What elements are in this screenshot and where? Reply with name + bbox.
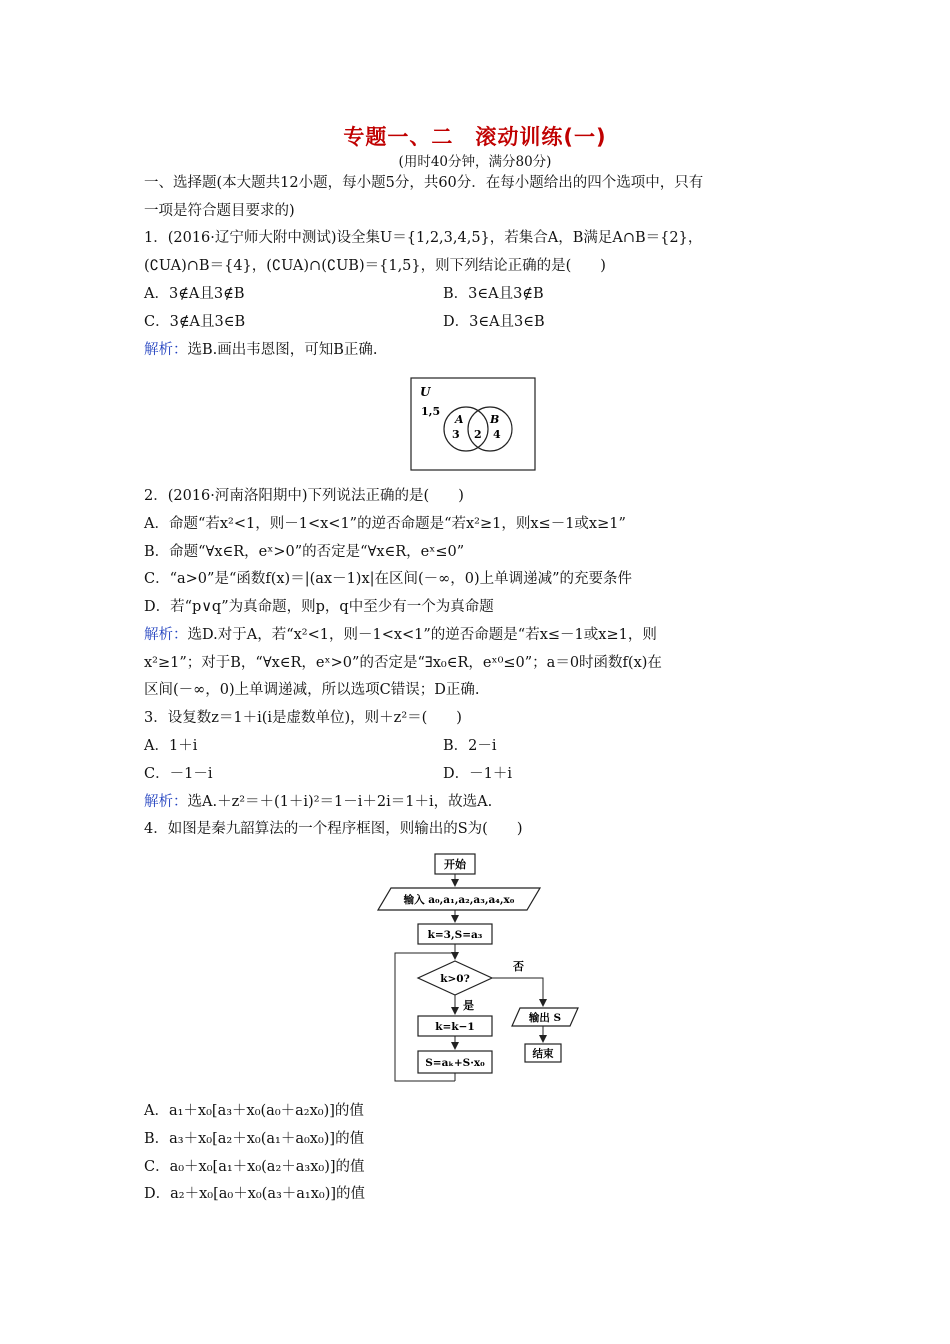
q4-stem: 4．如图是秦九韶算法的一个程序框图，则输出的S为( ) bbox=[144, 821, 523, 837]
q4-option-c: C．a₀＋x₀[a₁＋x₀(a₂＋a₃x₀)]的值 bbox=[144, 1159, 365, 1175]
q3-option-b: B．2－i bbox=[443, 738, 497, 754]
q2-stem: 2．(2016·河南洛阳期中)下列说法正确的是( ) bbox=[144, 488, 464, 504]
section-heading: 一、选择题(本大题共12小题，每小题5分，共60分．在每小题给出的四个选项中，只有 bbox=[144, 175, 704, 191]
q3-analysis bbox=[144, 792, 492, 812]
q1-option-d: D．3∈A且3∈B bbox=[443, 314, 545, 330]
q2-option-c: C．“a>0”是“函数f(x)＝|(ax－1)x|在区间(－∞，0)上单调递减”的充要条件 bbox=[144, 571, 633, 587]
flow-condition-label: k>0? bbox=[440, 973, 470, 985]
page-subtitle: (用时40分钟，满分80分) bbox=[398, 154, 552, 170]
flow-input-label: 输入 a₀,a₁,a₂,a₃,a₄,x₀ bbox=[403, 894, 515, 906]
flow-no-arrow bbox=[492, 978, 543, 1006]
q2-option-b: B．命题“∀x∈R，eˣ>0”的否定是“∀x∈R，eˣ≤0” bbox=[144, 544, 465, 560]
flow-yes-label: 是 bbox=[463, 999, 474, 1012]
q2-analysis-line2: x²≥1”；对于B，“∀x∈R，eˣ>0”的否定是“∃x₀∈R，eˣ⁰≤0”；a＝0时函数f(x)在 bbox=[144, 655, 662, 671]
analysis-label: 解析： bbox=[144, 794, 188, 810]
analysis-text: 选B.画出韦恩图，可知B正确. bbox=[187, 342, 378, 358]
q1-option-b: B．3∈A且3∉B bbox=[443, 286, 544, 302]
flow-start-label: 开始 bbox=[444, 858, 466, 871]
flow-end-label: 结束 bbox=[532, 1048, 554, 1060]
q1-option-a: A．3∉A且3∉B bbox=[144, 286, 245, 302]
q3-option-a: A．1＋i bbox=[144, 738, 198, 754]
q3-stem: 3．设复数z＝1＋i(i是虚数单位)，则＋z²＝( ) bbox=[144, 710, 462, 726]
q3-option-c: C．－1－i bbox=[144, 766, 213, 782]
venn-a-only: 3 bbox=[452, 428, 460, 441]
q2-analysis-line3: 区间(－∞，0)上单调递减，所以选项C错误；D正确. bbox=[144, 682, 480, 698]
q2-option-a: A．命题“若x²<1，则－1<x<1”的逆否命题是“若x²≥1，则x≤－1或x≥1” bbox=[144, 516, 626, 532]
q4-option-d: D．a₂＋x₀[a₀＋x₀(a₃＋a₁x₀)]的值 bbox=[144, 1186, 366, 1202]
section-heading-cont: 一项是符合题目要求的) bbox=[144, 203, 295, 219]
q1-option-c: C．3∉A且3∈B bbox=[144, 314, 246, 330]
flowchart bbox=[375, 850, 595, 1086]
q4-option-b: B．a₃＋x₀[a₂＋x₀(a₁＋a₀x₀)]的值 bbox=[144, 1131, 365, 1147]
q2-option-d: D．若“p∨q”为真命题，则p，q中至少有一个为真命题 bbox=[144, 599, 494, 615]
flow-decrement-label: k=k−1 bbox=[435, 1021, 475, 1033]
analysis-text: 选D.对于A，若“x²<1，则－1<x<1”的逆否命题是“若x≤－1或x≥1，则 bbox=[187, 627, 657, 643]
page-title: 专题一、二 滚动训练(一) bbox=[343, 125, 607, 149]
flow-init-label: k=3,S=a₃ bbox=[427, 929, 483, 941]
q1-stem-cont: (∁UA)∩B＝{4}，(∁UA)∩(∁UB)＝{1,5}，则下列结论正确的是( ) bbox=[144, 258, 606, 274]
q2-analysis bbox=[144, 625, 657, 645]
flow-no-label: 否 bbox=[513, 960, 524, 973]
venn-diagram bbox=[410, 377, 536, 471]
q4-option-a: A．a₁＋x₀[a₃＋x₀(a₀＋a₂x₀)]的值 bbox=[144, 1103, 364, 1119]
analysis-label: 解析： bbox=[144, 627, 188, 643]
flow-output-label: 输出 S bbox=[528, 1012, 562, 1024]
analysis-text: 选A.＋z²＝＋(1＋i)²＝1－i＋2i＝1＋i，故选A. bbox=[187, 794, 493, 810]
venn-outside-label: 1,5 bbox=[421, 405, 441, 418]
flow-update-label: S=aₖ+S·x₀ bbox=[425, 1057, 485, 1069]
analysis-label: 解析： bbox=[144, 342, 188, 358]
venn-a-label: A bbox=[455, 413, 464, 426]
q3-option-d: D．－1＋i bbox=[443, 766, 512, 782]
q1-analysis bbox=[144, 340, 378, 360]
venn-b-label: B bbox=[490, 413, 500, 426]
q1-stem: 1．(2016·辽宁师大附中测试)设全集U＝{1,2,3,4,5}，若集合A，B满足A∩B＝{2}， bbox=[144, 230, 703, 246]
venn-u-label: U bbox=[420, 385, 431, 399]
venn-both: 2 bbox=[474, 428, 482, 441]
venn-b-only: 4 bbox=[493, 428, 501, 441]
